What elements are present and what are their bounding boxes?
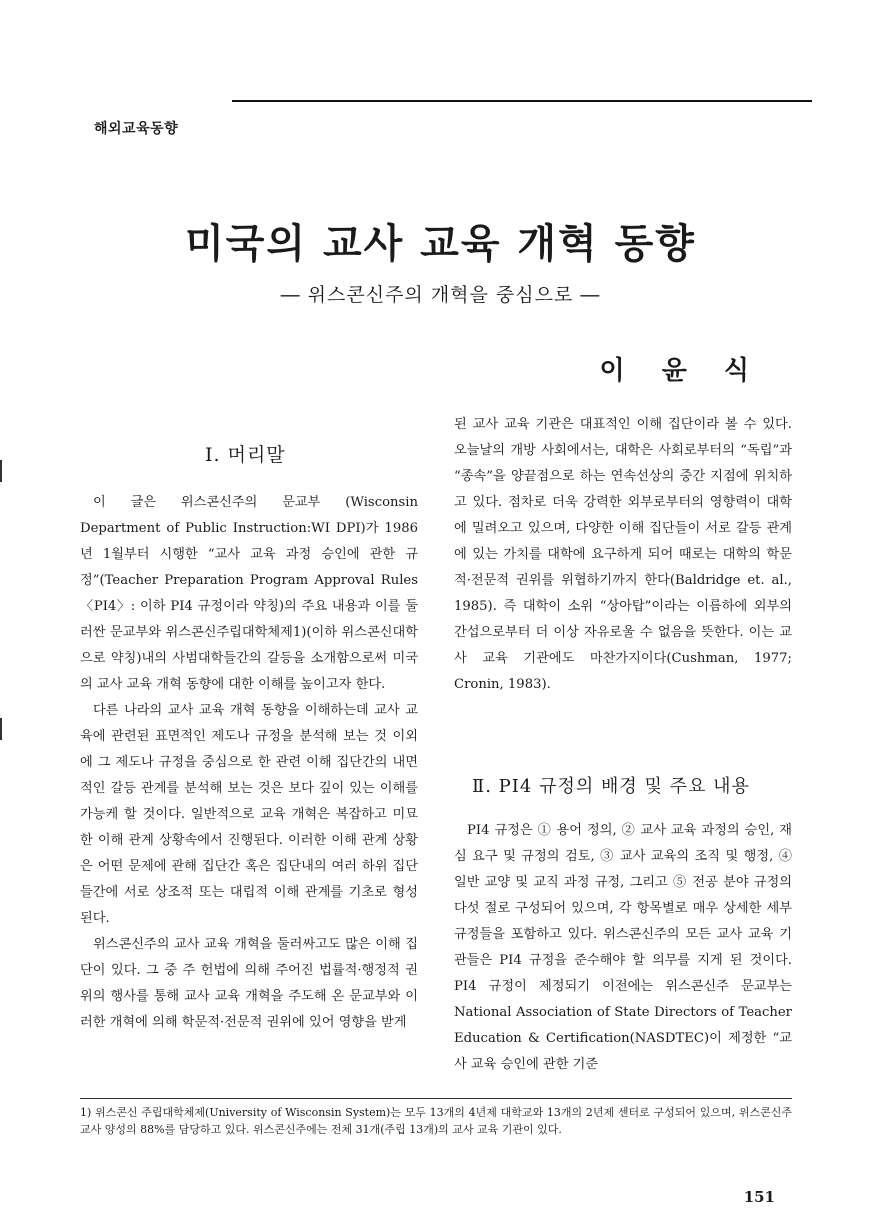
right-column-top	[454, 412, 792, 698]
header-rule	[232, 100, 812, 102]
paragraph: 위스콘신주의 교사 교육 개혁을 둘러싸고도 많은 이해 집단이 있다. 그 중 주 헌법에 의해 주어진 법률적·행정적 권위의 행사를 통해 교사 교육 개혁을 주도해 온 문교부와 이러한 개혁에 의해 학문적·전문적 권위에 있어 영향을 받게	[80, 937, 418, 1030]
article-author: 이 윤 식	[599, 356, 763, 386]
article-title: 미국의 교사 교육 개혁 동향	[185, 220, 696, 267]
footnote-rule	[80, 1098, 792, 1099]
page-number: 151	[743, 1188, 775, 1206]
paragraph: 다른 나라의 교사 교육 개혁 동향을 이해하는데 교사 교육에 관련된 표면적인 제도나 규정을 분석해 보는 것 이외에 그 제도나 규정을 중심으로 한 관련 이해 집단간의 내면적인 갈등 관계를 분석해 보는 것은 보다 깊이 있는 이해를 가능케 할 것이다. 일반적으로 교육 개혁은 복잡하고 미묘한 이해 관계 상황속에서 진행된다. 이러한 이해 관계 상황은 어떤 문제에 관해 집단간 혹은 집단내의 여러 하위 집단들간에 서로 상조적 또는 대립적 이해 관계를 기초로 형성된다.	[80, 703, 418, 926]
paragraph: 된 교사 교육 기관은 대표적인 이해 집단이라 볼 수 있다. 오늘날의 개방 사회에서는, 대학은 사회로부터의 “독립”과 “종속”을 양끝점으로 하는 연속선상의 중간 지점에 위치하고 있다. 점차로 더욱 강력한 외부로부터의 영향력이 대학에 밀려오고 있으며, 다양한 이해 집단들이 서로 갈등 관계에 있는 가치를 대학에 요구하게 되어 때로는 대학의 학문적·전문적 권위를 위협하기까지 한다(Baldridge et. al., 1985). 즉 대학이 소위 “상아탑”이라는 이름하에 외부의 간섭으로부터 더 이상 자유로울 수 없음을 뜻한다. 이는 교사 교육 기관에도 마찬가지이다(Cushman, 1977; Cronin, 1983).	[454, 417, 792, 692]
section2-heading: Ⅱ. PI4 규정의 배경 및 주요 내용	[472, 776, 750, 797]
footnote: 1) 위스콘신 주립대학체제(University of Wisconsin System)는 모두 13개의 4년제 대학교와 13개의 2년제 센터로 구성되어 있으며, 위스콘신주 교사 양성의 88%를 담당하고 있다. 위스콘신주에는 전체 31개(주립 13개)의 교사 교육 기관이 있다.	[80, 1106, 792, 1136]
paragraph: PI4 규정은 ① 용어 정의, ② 교사 교육 과정의 승인, 재심 요구 및 규정의 검토, ③ 교사 교육의 조직 및 행정, ④ 일반 교양 및 교직 과정 규정, 그리고 ⑤ 전공 분야 규정의 다섯 절로 구성되어 있으며, 각 항목별로 매우 상세한 세부 규정들을 포함하고 있다. 위스콘신주의 모든 교사 교육 기관들은 PI4 규정을 준수해야 할 의무를 지게 된 것이다. PI4 규정이 제정되기 이전에는 위스콘신주 문교부는 National Association of State Directors of Teacher Education & Certification(NASDTEC)이 제정한 “교사 교육 승인에 관한 기준	[454, 823, 792, 1072]
paragraph: 이 글은 위스콘신주의 문교부 (Wisconsin Department of Public Instruction:WI DPI)가 1986년 1월부터 시행한 “교사 교육 과정 승인에 관한 규정”(Teacher Preparation Program Approval Rules〈PI4〉: 이하 PI4 규정이라 약칭)의 주요 내용과 이를 둘러싼 문교부와 위스콘신주립대학체제1)(이하 위스콘신대학으로 약칭)내의 사범대학들간의 갈등을 소개함으로써 미국의 교사 교육 개혁 동향에 대한 이해를 높이고자 한다.	[80, 495, 418, 692]
margin-mark	[0, 460, 2, 482]
section1-heading: Ⅰ. 머리말	[205, 444, 286, 466]
left-column	[80, 490, 418, 1036]
margin-mark	[0, 718, 2, 740]
section-tag: 해외교육동향	[94, 121, 179, 137]
right-column-bottom	[454, 818, 792, 1078]
article-subtitle: ― 위스콘신주의 개혁을 중심으로 ―	[280, 284, 601, 306]
